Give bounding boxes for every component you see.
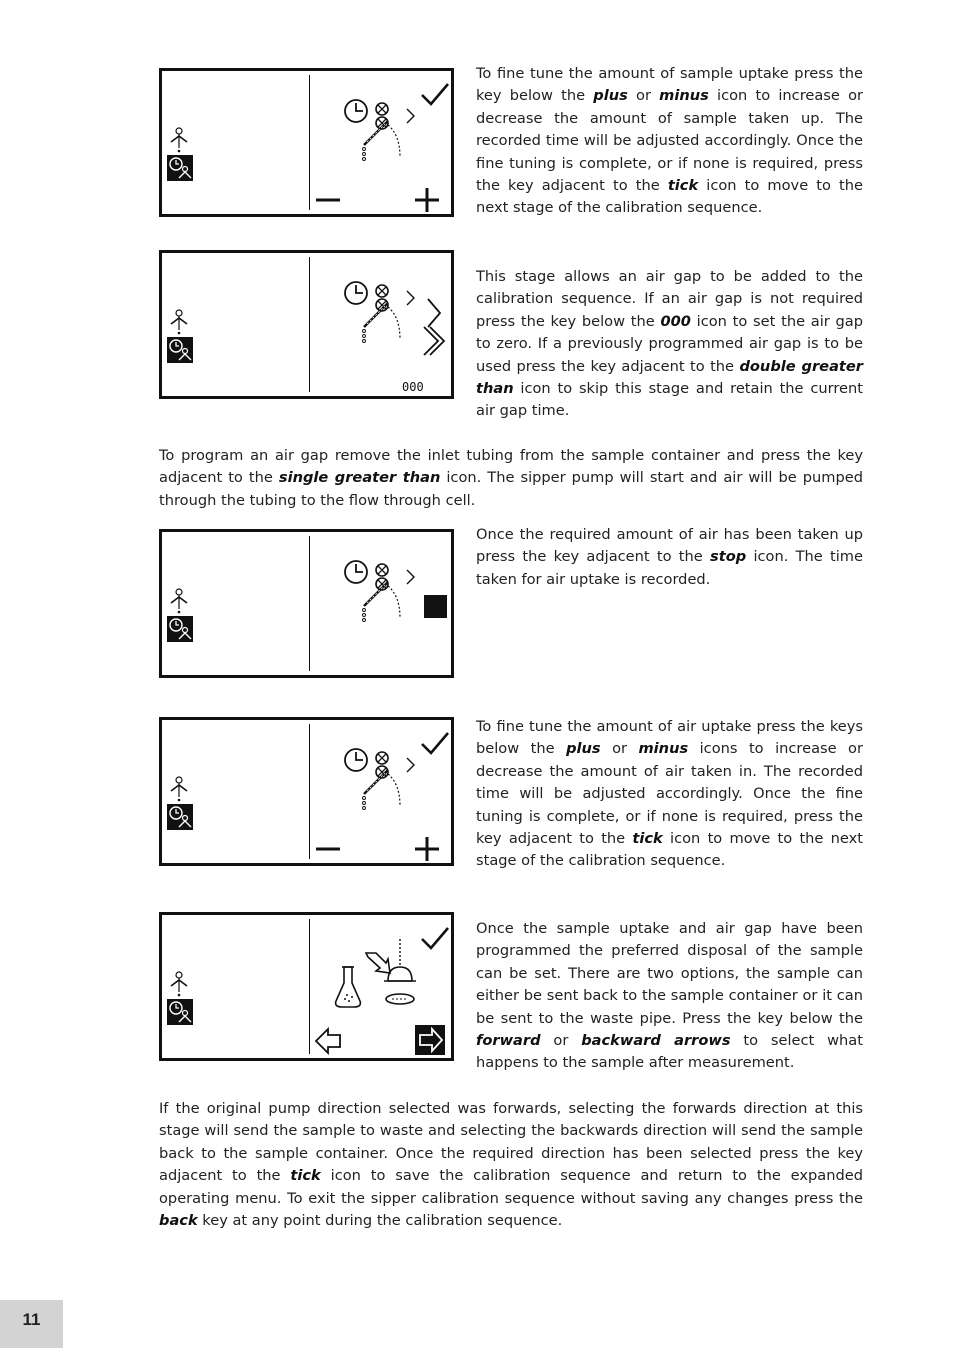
waste-icon [384,939,416,1004]
tick-icon[interactable] [422,84,448,104]
clock-sipper-icon [167,999,193,1025]
paragraph-stop-air-uptake: Once the required amount of air has been taken up press the key adjacent to the stop icon. The time taken for air uptake is recorded. [476,526,863,588]
page-number: 11 [0,1300,63,1348]
tick-icon[interactable] [422,928,448,948]
clock-sipper-icon [167,155,193,181]
paragraph-pump-direction: If the original pump direction selected was forwards, selecting the forwards direction at this stage will send the sample to waste and selecting the backwards direction will send the sample back to the sample container. Once the required direction has been selected press the key adjacent to the tick icon to save the calibration sequence and return to the expanded operating menu. To exit the sipper calibration sequence without saving any changes press the back key at any point during the calibration sequence. [159,1100,864,1230]
sipper-icon [171,310,187,334]
paragraph-air-fine-tune: To fine tune the amount of air uptake press the keys below the plus or minus icons to increase or decrease the amount of air taken in. The recorded time will be adjusted accordingly. Once the fine tuning is complete, or if none is required, press the key adjacent to the tick icon to move to the next stage of the calibration sequence. [476,718,863,870]
paragraph-air-gap-intro: This stage allows an air gap to be added to the calibration sequence. If an air gap is not required press the key below the 000 icon to set the air gap to zero. If a previously programmed air gap is to be used press the key adjacent to the double greater than icon to skip this stage and retain the current air gap time. [476,268,863,420]
clock-sipper-icon [167,337,193,363]
clock-sipper-icon [167,804,193,830]
paragraph-sample-fine-tune: To fine tune the amount of sample uptake press the key below the plus or minus icon to increase or decrease the amount of sample taken up. The recorded time will be adjusted accordingly. Once the fine tuning is complete, or if none is required, press the key adjacent to the tick icon to move to the next stage of the calibration sequence. [476,65,864,217]
lcd-screen-air-gap [159,250,454,399]
paragraph-sample-disposal: Once the sample uptake and air gap have been programmed the preferred disposal of the sample can be set. There are two options, the sample can either be sent back to the sample container or it can be sent to the waste pipe. Press the key below the forward or backward arrows to select what happens to the sample after measurement. [476,920,863,1072]
lcd-screen-sample-uptake [159,68,454,217]
paragraph-program-air-gap: To program an air gap remove the inlet tubing from the sample container and press the key adjacent to the single greater than icon. The sipper pump will start and air will be pumped through the tubing to the flow through cell. [159,447,863,509]
clock-sipper-icon [167,616,193,642]
air-gap-value-label[interactable]: 000 [402,380,424,394]
flask-icon [336,967,361,1007]
forward-arrow-icon[interactable] [415,1025,445,1055]
sipper-pump-icon [345,749,414,810]
sipper-icon [171,777,187,801]
diagonal-arrow-icon [366,953,390,973]
tick-icon[interactable] [422,733,448,753]
lcd-screen-sample-disposal [159,912,454,1061]
sipper-icon [171,589,187,613]
single-greater-than-icon[interactable] [428,299,440,327]
double-greater-than-icon[interactable] [424,327,444,355]
plus-icon[interactable] [415,837,439,861]
backward-arrow-icon[interactable] [316,1029,340,1053]
sipper-pump-icon [345,282,414,343]
sipper-icon [171,972,187,996]
lcd-screen-air-fine-tune [159,717,454,866]
sipper-pump-icon [345,561,414,622]
lcd-screen-air-uptake-stop [159,529,454,678]
plus-icon[interactable] [415,188,439,212]
sipper-pump-icon [345,100,414,161]
sipper-icon [171,128,187,152]
stop-icon[interactable] [424,595,447,618]
